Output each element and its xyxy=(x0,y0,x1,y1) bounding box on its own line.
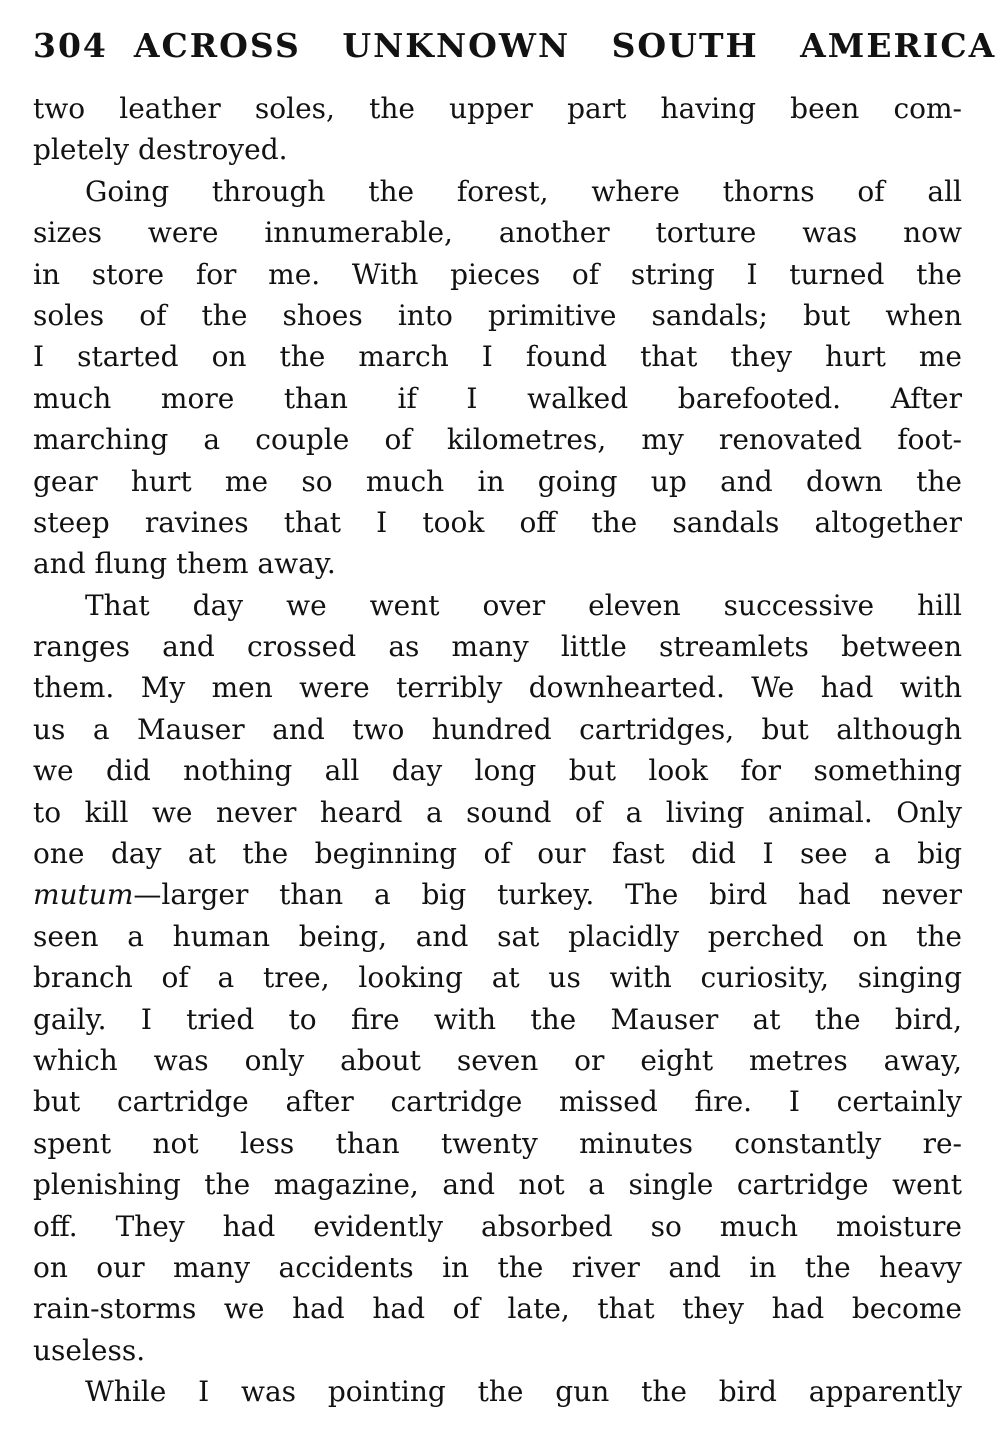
text-line xyxy=(33,171,962,212)
text-segment: to kill we never heard a sound of a living animal. Only xyxy=(33,795,962,829)
text-line xyxy=(33,1040,962,1081)
text-segment: While I was pointing the gun the bird apparently xyxy=(85,1375,962,1409)
page-body xyxy=(33,88,962,1413)
text-line xyxy=(33,295,962,336)
text-line xyxy=(33,88,962,129)
text-segment: seen a human being, and sat placidly perched on the xyxy=(33,919,962,953)
text-segment: one day at the beginning of our fast did I see a big xyxy=(33,837,962,871)
text-segment: and flung them away. xyxy=(33,547,336,581)
text-segment: That day we went over eleven successive hill xyxy=(85,588,962,622)
text-segment: branch of a tree, looking at us with curiosity, singing xyxy=(33,961,962,995)
text-line xyxy=(33,543,962,584)
text-line xyxy=(33,874,962,915)
running-head xyxy=(33,26,996,65)
text-line xyxy=(33,916,962,957)
text-line xyxy=(33,1247,962,1288)
text-line xyxy=(33,1371,962,1412)
text-segment: we did nothing all day long but look for something xyxy=(33,754,962,788)
text-line xyxy=(33,1206,962,1247)
text-line xyxy=(33,750,962,791)
text-line xyxy=(33,957,962,998)
text-line xyxy=(33,1081,962,1122)
text-segment: useless. xyxy=(33,1333,146,1367)
text-segment: much more than if I walked barefooted. After xyxy=(33,381,962,415)
text-line xyxy=(33,461,962,502)
text-segment: plenishing the magazine, and not a single cartridge went xyxy=(33,1168,962,1202)
text-segment: steep ravines that I took off the sandals altogether xyxy=(33,505,962,539)
text-segment: soles of the shoes into primitive sandals; but when xyxy=(33,298,962,332)
text-segment: in store for me. With pieces of string I turned the xyxy=(33,257,962,291)
text-line xyxy=(33,833,962,874)
text-line xyxy=(33,1288,962,1329)
text-line xyxy=(33,502,962,543)
text-segment: spent not less than twenty minutes constantly re- xyxy=(33,1126,962,1160)
italic-word: mutum xyxy=(33,878,134,912)
text-segment: sizes were innumerable, another torture was now xyxy=(33,216,962,250)
text-line xyxy=(33,254,962,295)
text-segment: Going through the forest, where thorns of all xyxy=(85,174,962,208)
text-line xyxy=(33,792,962,833)
text-segment: which was only about seven or eight metres away, xyxy=(33,1043,962,1077)
running-title: ACROSS UNKNOWN SOUTH AMERICA xyxy=(133,26,997,65)
text-segment: two leather soles, the upper part having been com- xyxy=(33,92,962,125)
text-line xyxy=(33,378,962,419)
text-segment: pletely destroyed. xyxy=(33,133,288,167)
text-line xyxy=(33,626,962,667)
text-segment: on our many accidents in the river and in the heavy xyxy=(33,1250,962,1284)
text-segment: —larger than a big turkey. The bird had never xyxy=(133,878,962,912)
text-line xyxy=(33,419,962,460)
text-line xyxy=(33,709,962,750)
text-segment: rain-storms we had had of late, that they had become xyxy=(33,1292,962,1326)
page-number: 304 xyxy=(33,26,108,65)
text-line xyxy=(33,1164,962,1205)
text-line xyxy=(33,1123,962,1164)
text-line xyxy=(33,585,962,626)
text-line xyxy=(33,336,962,377)
text-segment: ranges and crossed as many little streamlets between xyxy=(33,630,962,664)
text-segment: but cartridge after cartridge missed fire. I certainly xyxy=(33,1085,962,1119)
text-line xyxy=(33,129,962,170)
text-line xyxy=(33,1330,962,1371)
text-segment: them. My men were terribly downhearted. We had with xyxy=(33,671,962,705)
text-segment: gear hurt me so much in going up and down the xyxy=(33,464,962,498)
text-segment: I started on the march I found that they hurt me xyxy=(33,340,962,374)
text-line xyxy=(33,212,962,253)
text-line xyxy=(33,667,962,708)
text-segment: marching a couple of kilometres, my renovated foot- xyxy=(33,423,962,457)
text-segment: off. They had evidently absorbed so much moisture xyxy=(33,1209,962,1243)
text-segment: us a Mauser and two hundred cartridges, but although xyxy=(33,712,962,746)
text-segment: gaily. I tried to fire with the Mauser at the bird, xyxy=(33,1002,962,1036)
text-line xyxy=(33,999,962,1040)
